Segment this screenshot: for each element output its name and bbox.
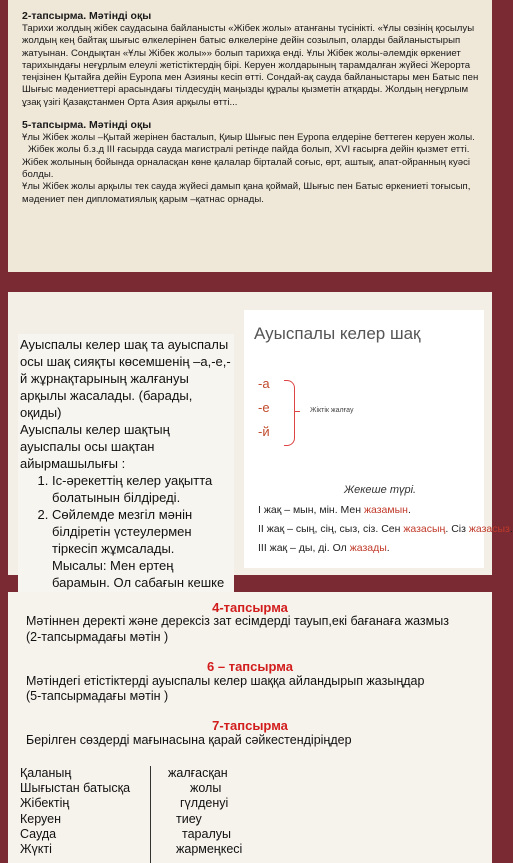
person-row-3: ІІІ жақ – ды, ді. Ол жазады.	[258, 542, 390, 554]
slide-title: Ауыспалы келер шақ	[254, 324, 421, 343]
match-right-column	[150, 766, 242, 857]
suffix-e: -е	[258, 400, 270, 415]
right-word: тиеу	[176, 811, 202, 826]
left-word: Керуен	[20, 811, 62, 826]
brace-tip	[294, 411, 300, 412]
task6-line-2: (5-тапсырмадағы мәтін )	[26, 689, 169, 703]
right-word: таралуы	[182, 826, 231, 841]
suffix-a: -а	[258, 376, 270, 391]
person-row-1: І жақ – мын, мін. Мен жазамын.	[258, 504, 411, 516]
task5-title: 5-тапсырма. Мәтінді оқы	[22, 119, 152, 132]
task-text-panel	[8, 0, 492, 272]
task7-line-1: Берілген сөздерді мағынасына қарай сәйкестендіріңдер	[26, 733, 352, 747]
left-word: Сауда	[20, 826, 57, 841]
grammar-list	[20, 472, 232, 608]
match-left-column	[20, 766, 130, 857]
task4-line-1: Мәтіннен деректі және дерексіз зат есімдерді тауып,екі бағанаға жазмыз	[26, 614, 449, 628]
task2-title: 2-тапсырма. Мәтінді оқы	[22, 10, 152, 22]
task6-line-1: Мәтіндегі етістіктерді ауыспалы келер шаққа айландырып жазыңдар	[26, 674, 425, 688]
task5-text-2: Жібек жолы б.з.д III ғасырда сауда магистралі ретінде пайда болып, XVI ғасырға дейін қызмет етті. Жібек жолының бойында орналасқан көне қалалар бірталай соғыс, өрт, аштық, апат-ойранның куәсі болды.	[22, 144, 471, 180]
right-word: гүлденуі	[180, 796, 229, 811]
left-word: Жүкті	[20, 842, 52, 857]
task5-text-1: Ұлы Жібек жолы –Қытай жерінен басталып, Қиыр Шығыс пен Еуропа елдеріне беттеген керуен жолы.	[22, 132, 475, 144]
task4-title: 4-тапсырма	[212, 600, 288, 615]
grammar-panel	[8, 292, 513, 590]
grammar-explanation	[18, 334, 234, 614]
task5-text-3: Ұлы Жібек жолы арқылы тек сауда жүйесі дамып қана қоймай, Шығыс пен Батыс өркениеті тоғысып, мәдениет пен дипломатиялық қарым –қатнас орнады.	[22, 181, 471, 205]
grammar-intro: Ауыспалы келер шақ та ауыспалы осы шақ сияқты көсемшенің –а,-е,-й жұрнақтарының жалғануы арқылы жасалады. (барады, оқиды)	[20, 337, 231, 420]
left-word: Қаланың	[20, 766, 72, 780]
right-word: жалғасқан	[168, 766, 228, 780]
person-row-2: ІІ жақ – сың, сің, сыз, сіз. Сен жазасың. Сіз жазасыз.	[258, 523, 513, 535]
singular-heading: Жекеше түрі.	[344, 484, 417, 496]
task6-title: 6 – тапсырма	[207, 659, 293, 674]
grammar-difference: Ауыспалы келер шақтың ауыспалы осы шақтан айырмашылығы :	[20, 422, 170, 471]
grammar-list-item: 1. Іс-әрекеттің келер уақытта болатынын білдіреді.	[52, 472, 232, 506]
left-word: Жібектің	[20, 796, 70, 811]
grammar-list-item: 2. Сөйлемде мезгіл мәнін білдіретін үстеулермен тіркесіп жұмсалады. Мысалы: Мен ертең барамын. Ол сабағын кешке	[52, 506, 232, 608]
right-word: жармеңкесі	[176, 842, 243, 857]
task4-line-2: (2-тапсырмадағы мәтін )	[26, 630, 169, 644]
right-word: жолы	[190, 781, 222, 796]
task2-text: Тарихи жолдың жібек саудасына байланысты «Жібек жолы» атанғаны түсінікті. «Ұлы сөзінің қосылуы жолдың кең байтақ шығыс өлкелерінен батыс өлкелеріне дейін созылып, оларды байланыстырып жатуынан. Сондықтан «Ұлы Жібек жолы»» болып тарихқа енді. Ұлы Жібек жолы-әлемдік өркениет тарихындағы неғұрлым елеулі жетістіктердің бірі. Керуен жолдарының тарамдалған жүйесі Жерорта теңізінен Қытайға дейін Еуропа мен Азияны кесіп өтті. Сондай-ақ сауда байланыстары мен Батыс пен Шығыс мәдениеттері арасындағы тілдесудің маңызды құралы қызметін атқарды. Жолдың неғұрлым ұзақ үзігі Қазақстанмен Орта Азия арқылы өтті...	[22, 23, 479, 108]
brace-label: Жіктік жалғау	[310, 407, 354, 414]
task7-title: 7-тапсырма	[212, 718, 288, 733]
grammar-slide	[244, 310, 513, 568]
left-word: Шығыстан батысқа	[20, 781, 131, 796]
brace-mark	[284, 380, 295, 446]
suffix-y: -й	[258, 424, 270, 439]
